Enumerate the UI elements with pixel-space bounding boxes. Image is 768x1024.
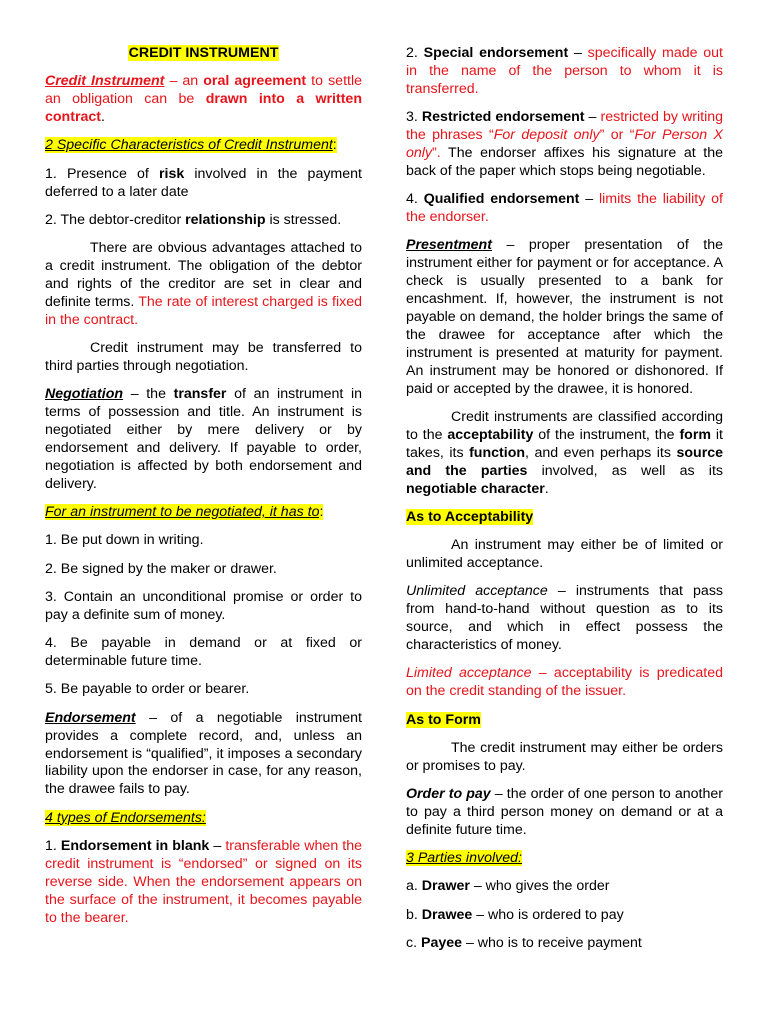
- negotiation-requirements-heading: For an instrument to be negotiated, it has to:: [45, 504, 324, 521]
- requirement-item: 3. Contain an unconditional promise or order to pay a definite sum of money.: [45, 589, 362, 623]
- characteristics-heading: 2 Specific Characteristics of Credit Instrument:: [45, 137, 337, 154]
- party-item: c. Payee – who is to receive payment: [406, 935, 642, 952]
- presentment-definition: Presentment – proper presentation of the instrument either for payment or for acceptance. A check is usually presented to a bank for encashment. If, however, the instrument is not payable on demand, the holder brings the same of the drawee for acceptance after which the instrument is presented at maturity for payment. An instrument may be honored or dishonored. If paid or accepted by the drawee, it is honored.: [406, 237, 723, 397]
- classification-paragraph: Credit instruments are classified according to the acceptability of the instrument, the form it takes, its function, and even perhaps its source and the parties involved, as well as its negotiable character.: [406, 408, 723, 497]
- requirement-item: 4. Be payable in demand or at fixed or determinable future time.: [45, 635, 362, 670]
- form-heading: As to Form: [406, 711, 481, 728]
- endorsement-types-heading: 4 types of Endorsements:: [45, 809, 206, 826]
- party-item: a. Drawer – who gives the order: [406, 878, 610, 895]
- form-paragraph: The credit instrument may either be orders or promises to pay.: [406, 739, 723, 774]
- characteristic-1: 1. Presence of risk involved in the payment deferred to a later date: [45, 165, 362, 200]
- endorsement-type-4: 4. Qualified endorsement – limits the liability of the endorser.: [406, 191, 723, 226]
- acceptability-heading: As to Acceptability: [406, 508, 534, 525]
- acceptability-paragraph: An instrument may either be of limited or unlimited acceptance.: [406, 537, 723, 571]
- right-column: [406, 45, 723, 963]
- credit-instrument-definition: Credit Instrument – an oral agreement to settle an obligation can be drawn into a written contract.: [45, 73, 362, 126]
- requirement-item: 1. Be put down in writing.: [45, 532, 204, 549]
- transfer-paragraph: Credit instrument may be transferred to third parties through negotiation.: [45, 340, 362, 375]
- characteristic-2: 2. The debtor-creditor relationship is stressed.: [45, 211, 342, 228]
- endorsement-definition: Endorsement – of a negotiable instrument provides a complete record, and, unless an endorsement is “qualified”, it imposes a secondary liability upon the endorser in case, for any reason, the drawee fails to pay.: [45, 709, 362, 798]
- endorsement-type-1: 1. Endorsement in blank – transferable when the credit instrument is “endorsed” or signed on its reverse side. When the endorsement appears on the surface of the instrument, it becomes payable to the bearer.: [45, 837, 362, 926]
- left-column: [45, 45, 362, 938]
- negotiation-definition: Negotiation – the transfer of an instrument in terms of possession and title. An instrument is negotiated either by mere delivery or by endorsement and delivery. If payable to order, negotiation is affected by both endorsement and delivery.: [45, 386, 362, 492]
- requirement-item: 5. Be payable to order or bearer.: [45, 681, 250, 698]
- parties-heading: 3 Parties involved:: [406, 850, 522, 867]
- document-title: CREDIT INSTRUMENT: [128, 45, 279, 61]
- endorsement-type-3: 3. Restricted endorsement – restricted by writing the phrases “For deposit only” or “For Person X only”. The endorser affixes his signature at the back of the paper which stops being negotiable.: [406, 109, 724, 179]
- advantages-paragraph: There are obvious advantages attached to a credit instrument. The obligation of the debtor and rights of the creditor are set in clear and definite terms. The rate of interest charged is fixed in the contract.: [45, 240, 362, 328]
- endorsement-type-2: 2. Special endorsement – specifically made out in the name of the person to whom it is transferred.: [406, 45, 724, 97]
- requirement-item: 2. Be signed by the maker or drawer.: [45, 560, 277, 577]
- order-to-pay-definition: Order to pay – the order of one person to another to pay a third person money on demand or at a definite future time.: [406, 786, 723, 838]
- limited-acceptance-definition: Limited acceptance – acceptability is predicated on the credit standing of the issuer.: [406, 665, 723, 700]
- unlimited-acceptance-definition: Unlimited acceptance – instruments that pass from hand-to-hand without question as to its source, and which in effect possess the characteristics of money.: [406, 583, 724, 654]
- party-item: b. Drawee – who is ordered to pay: [406, 906, 624, 923]
